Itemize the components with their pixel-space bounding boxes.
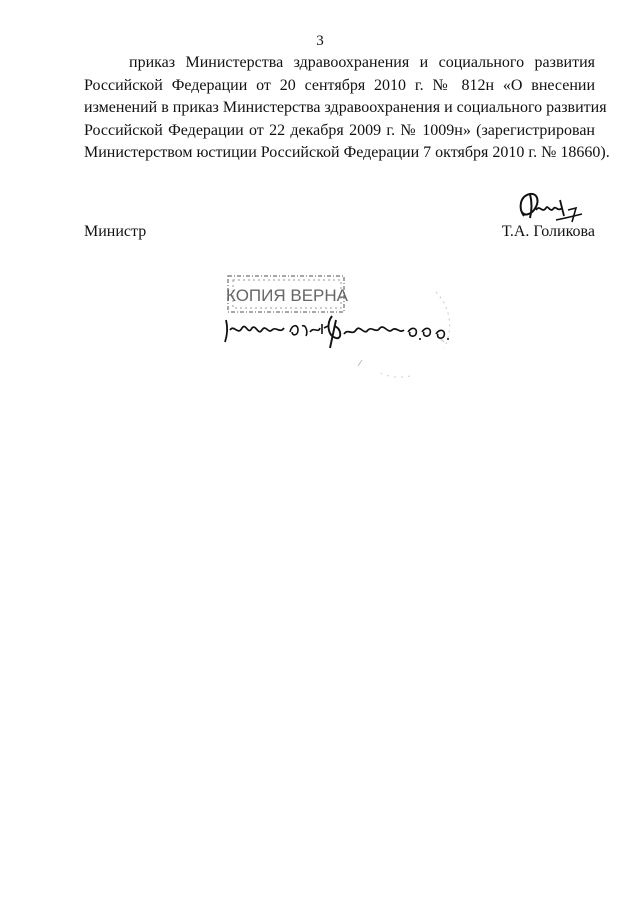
- handwritten-certification-note: [222, 306, 458, 350]
- page-number: 3: [316, 33, 324, 49]
- paragraph-line: изменений в приказ Министерства здравоохранения и социального развития: [84, 99, 607, 116]
- paragraph-line: Российской Федерации от 20 сентября 2010 г. № 812н «О внесении: [84, 76, 595, 94]
- signatory-title: Министр: [84, 223, 147, 240]
- handwritten-signature: [510, 188, 585, 228]
- document-paragraph: [84, 52, 610, 165]
- paragraph-line: приказ Министерства здравоохранения и социального развития: [129, 54, 595, 71]
- paragraph-line: Министерством юстиции Российской Федерации 7 октября 2010 г. № 18660).: [84, 144, 610, 161]
- stamp-text: КОПИЯ ВЕРНА: [226, 286, 348, 305]
- paragraph-line: Российской Федерации от 22 декабря 2009 г. № 1009н» (зарегистрирован: [84, 121, 595, 139]
- signatory-name: Т.А. Голикова: [501, 223, 595, 240]
